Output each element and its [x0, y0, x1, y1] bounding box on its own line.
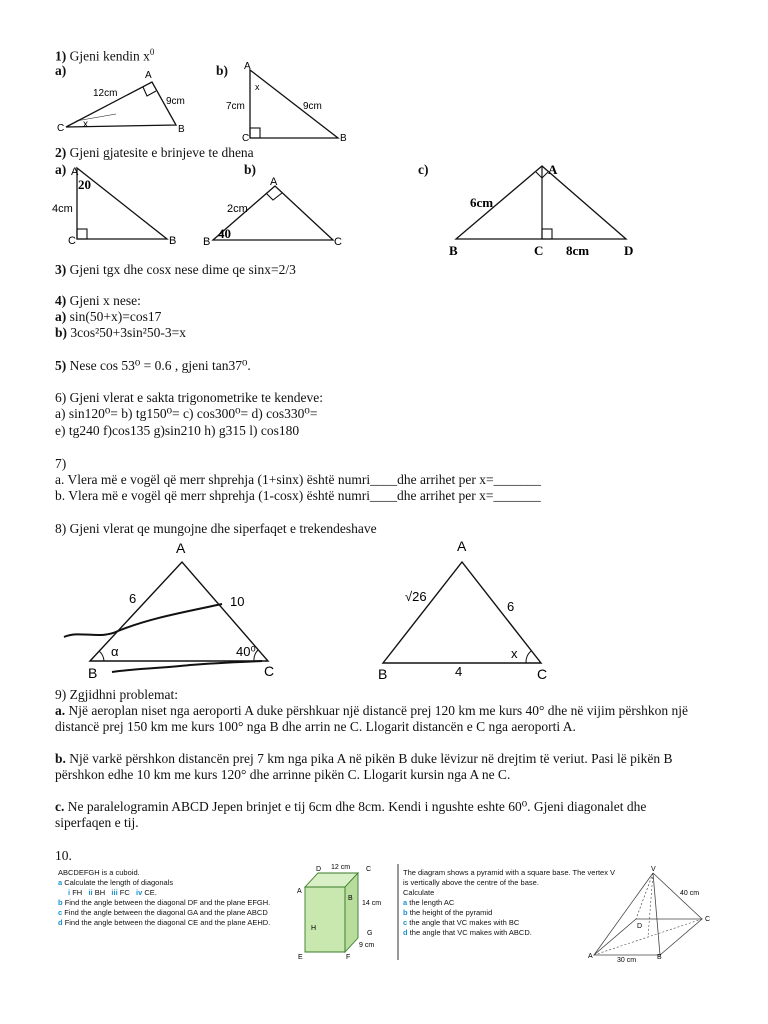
p1b-side-9: 9cm — [303, 101, 322, 112]
p10-cuboid-title: ABCDEFGH is a cuboid. — [58, 868, 140, 877]
p2b-angle-40: 40 — [218, 226, 231, 241]
p10-cuboid-g: G — [367, 930, 373, 937]
p4-b-label: b) — [55, 325, 68, 340]
p8-tri1-vertex-c: C — [264, 663, 275, 679]
p3-text: Gjeni tgx dhe cosx nese dime qe sinx=2/3 — [69, 262, 296, 277]
p10-pyramid-d: D — [637, 923, 643, 930]
p5-text: Nese cos 53⁰ = 0.6 , gjeni tan37⁰. — [69, 358, 251, 373]
p10-left-a-label: a — [58, 878, 63, 887]
p2-text: Gjeni gjatesite e brinjeve te dhena — [69, 145, 254, 160]
p1a-vertex-c: C — [57, 123, 65, 134]
p10-cuboid-a: A — [297, 888, 302, 895]
p10-pyramid-edge-len: 40 cm — [680, 890, 700, 897]
p9-c-text1: Ne paralelogramin ABCD Jepen brinjet e tij 6cm dhe 8cm. Kendi i ngushte eshte 60⁰. Gjeni diagonalet dhe — [64, 799, 647, 814]
p10-left-ii-label: ii — [88, 888, 93, 897]
p4-a-label: a) — [55, 309, 67, 324]
p8-tri1-vertex-a: A — [176, 540, 186, 556]
p10-left-c-label: c — [58, 908, 63, 917]
p8-tri2-vertex-c: C — [537, 666, 548, 682]
p10-cuboid-e: E — [298, 954, 303, 961]
p6-line2: a) sin120⁰= b) tg150⁰= c) cos300⁰= d) cos330⁰= — [55, 406, 318, 421]
p10-pyramid-q-d — [403, 928, 583, 938]
p2c-vertex-b: B — [449, 243, 458, 258]
p10-cuboid-side-len: 14 cm — [362, 900, 382, 907]
p1b-vertex-b: B — [340, 133, 347, 144]
p10-pyramid-q-c — [403, 918, 583, 928]
p10-pyramid-c: C — [705, 916, 711, 923]
p6-line1: 6) Gjeni vlerat e sakta trigonometrike te kendeve: — [55, 390, 324, 405]
p9-c-label: c. — [55, 799, 65, 814]
p8-tri2-vertex-b: B — [378, 666, 388, 682]
p8-tri1-side-6: 6 — [129, 591, 137, 606]
p10-pyramid-base-len: 30 cm — [617, 957, 637, 964]
p10-left-iv-label: iv — [136, 888, 143, 897]
p1a-vertex-b: B — [178, 124, 185, 135]
p1b-angle-x: x — [255, 82, 260, 92]
p2-label-c: c) — [418, 162, 429, 177]
p10-cuboid-top-len: 12 cm — [331, 864, 351, 871]
p1a-side-12: 12cm — [93, 88, 118, 99]
p10-pyramid-b: B — [657, 954, 662, 961]
p9-a-label: a. — [55, 703, 66, 718]
p2-label-b: b) — [244, 162, 257, 177]
p3-number: 3) — [55, 262, 67, 277]
p8-tri2-side-4: 4 — [455, 664, 463, 679]
p10-cuboid-h: H — [311, 925, 317, 932]
p10-left-c-text: Find the angle between the diagonal GA and the plane ABCD — [64, 908, 268, 917]
p10-right-d-label: d — [403, 928, 408, 937]
p9-a-text1: Një aeroplan niset nga aeroporti A duke përshkuar një distancë prej 120 km me kurs 40° dhe në vijim përshkon një — [65, 703, 688, 718]
p8-tri1-alpha: α — [111, 644, 119, 659]
p4-a-text: sin(50+x)=cos17 — [69, 309, 162, 324]
p2c-side-8: 8cm — [566, 243, 590, 258]
p8-tri2-vertex-a: A — [457, 538, 467, 554]
p1a-side-9: 9cm — [166, 96, 185, 107]
p9-b-line2: përshkon edhe 10 km me kurs 120° dhe arrinne pikën C. Llogarit kursin nga A ne C. — [55, 767, 511, 782]
p1b-vertex-c: C — [242, 133, 250, 144]
p10-pyramid-edge-vd — [636, 873, 653, 919]
p10-pyramid-v: V — [651, 866, 656, 873]
p5-number: 5) — [55, 358, 67, 373]
p2a-angle-20: 20 — [78, 177, 91, 192]
p2c-vertex-d: D — [624, 243, 634, 258]
p10-right-d-text: the angle that VC makes with ABCD. — [409, 928, 532, 937]
p1a-angle-x: x — [83, 119, 88, 130]
p1-text: Gjeni kendin x — [69, 48, 150, 64]
p10-left-b-label: b — [58, 898, 63, 907]
p10-cuboid-c: C — [366, 866, 372, 873]
p2a-vertex-a: A — [71, 166, 79, 178]
p8-tri1-vertex-b: B — [88, 665, 98, 681]
p10-left-iv-text: CE. — [144, 888, 157, 897]
p2b-vertex-c: C — [334, 236, 342, 248]
p10-pyramid-q-b — [403, 908, 583, 918]
p10-pyramid-q-a — [403, 898, 583, 908]
p1b-side-7: 7cm — [226, 101, 245, 112]
p10-cuboid-d: D — [316, 866, 322, 873]
p4-text: Gjeni x nese: — [69, 293, 141, 308]
p2b-side-2: 2cm — [227, 203, 248, 215]
p2c-vertex-c: C — [534, 243, 544, 258]
p10-left-a-text: Calculate the length of diagonals — [64, 878, 174, 887]
p8-heading: 8) Gjeni vlerat qe mungojne dhe siperfaqet e trekendeshave — [55, 521, 377, 536]
p8-tri2-angle-x: x — [511, 646, 518, 661]
p1-label-a: a) — [55, 63, 67, 78]
p8-tri2-side-sqrt26: √26 — [405, 589, 427, 604]
p10-number: 10. — [55, 848, 72, 863]
p2b-vertex-a: A — [270, 176, 278, 188]
p7-number: 7) — [55, 456, 67, 471]
p2-number: 2) — [55, 145, 67, 160]
p1b-vertex-a: A — [244, 61, 251, 72]
p9-b-text1: Një varkë përshkon distancën prej 7 km nga pika A në pikën B duke lëvizur në drejtim të veriut. Pasi lë pikën B — [65, 751, 673, 766]
p10-cuboid-side — [345, 873, 358, 952]
p1-label-b: b) — [216, 63, 229, 78]
p10-right-b-label: b — [403, 908, 408, 917]
p10-pyramid-a: A — [588, 953, 593, 960]
p10-right-a-text: the length AC — [409, 898, 455, 907]
p9-b-label: b. — [55, 751, 66, 766]
p2b-vertex-b: B — [203, 236, 211, 248]
p10-pyramid-edge-va — [594, 873, 653, 955]
p8-tri1-side-10: 10 — [230, 594, 245, 609]
p10-cuboid-b: B — [348, 895, 353, 902]
p6-line3: e) tg240 f)cos135 g)sin210 h) g315 l) cos180 — [55, 423, 300, 438]
p10-left-i-text: FH — [72, 888, 83, 897]
p10-left-ii-text: BH — [94, 888, 106, 897]
p10-right-b-text: the height of the pyramid — [409, 908, 493, 917]
p7-b-line: b. Vlera më e vogël që merr shprehja (1-cosx) është numri____dhe arrihet per x=_______ — [55, 488, 541, 503]
p10-right-c-text: the angle that VC makes with BC — [409, 918, 520, 927]
p2a-vertex-b: B — [169, 235, 177, 247]
p2c-vertex-a: A — [548, 162, 558, 177]
p1-number: 1) — [55, 48, 67, 64]
p10-right-c-label: c — [403, 918, 408, 927]
p10-pyramid-calc: Calculate — [403, 888, 435, 897]
p10-pyramid-edge-vb — [653, 873, 660, 955]
p10-pyramid-questions — [403, 868, 616, 938]
p10-cuboid-depth-len: 9 cm — [359, 942, 375, 949]
p2-label-a: a) — [55, 162, 67, 177]
p2a-vertex-c: C — [68, 235, 76, 247]
p10-pyramid-line2: is vertically above the centre of the base. — [403, 878, 539, 887]
p10-right-a-label: a — [403, 898, 408, 907]
p8-tri2-side-6: 6 — [507, 599, 515, 614]
p10-left-iii-label: iii — [111, 888, 118, 897]
p9-title: 9) Zgjidhni problemat: — [55, 687, 178, 702]
p2c-side-6: 6cm — [470, 195, 494, 210]
p10-left-i-label: i — [68, 888, 71, 897]
p10-cuboid-front — [305, 887, 345, 952]
p1-sup: 0 — [149, 47, 155, 57]
p1a-vertex-a: A — [145, 70, 152, 81]
p10-left-d-text: Find the angle between the diagonal CE and the plane AEHD. — [64, 918, 271, 927]
p9-a-line2: distancë prej 150 km me kurs 100° nga B dhe arrin ne C. Llogarit distancën e C nga aeroporti A. — [55, 719, 576, 734]
p10-pyramid-line1: The diagram shows a pyramid with a square base. The vertex V — [403, 868, 616, 877]
p2a-side-4: 4cm — [52, 203, 73, 215]
p10-cuboid-f: F — [346, 954, 351, 961]
p8-tri1-angle-40: 40⁰ — [236, 644, 256, 659]
p10-left-d-label: d — [58, 918, 63, 927]
p10-pyramid-height — [648, 873, 653, 937]
p10-left-iii-text: FC — [119, 888, 130, 897]
p4-b-text: 3cos²50+3sin²50-3=x — [70, 325, 186, 340]
p9-c-line2: siperfaqen e tij. — [55, 815, 139, 830]
p10-left-b-text: Find the angle between the diagonal DF and the plane EFGH. — [64, 898, 271, 907]
p7-a-line: a. Vlera më e vogël që merr shprehja (1+sinx) është numri____dhe arrihet per x=_______ — [55, 472, 541, 487]
p4-number: 4) — [55, 293, 67, 308]
